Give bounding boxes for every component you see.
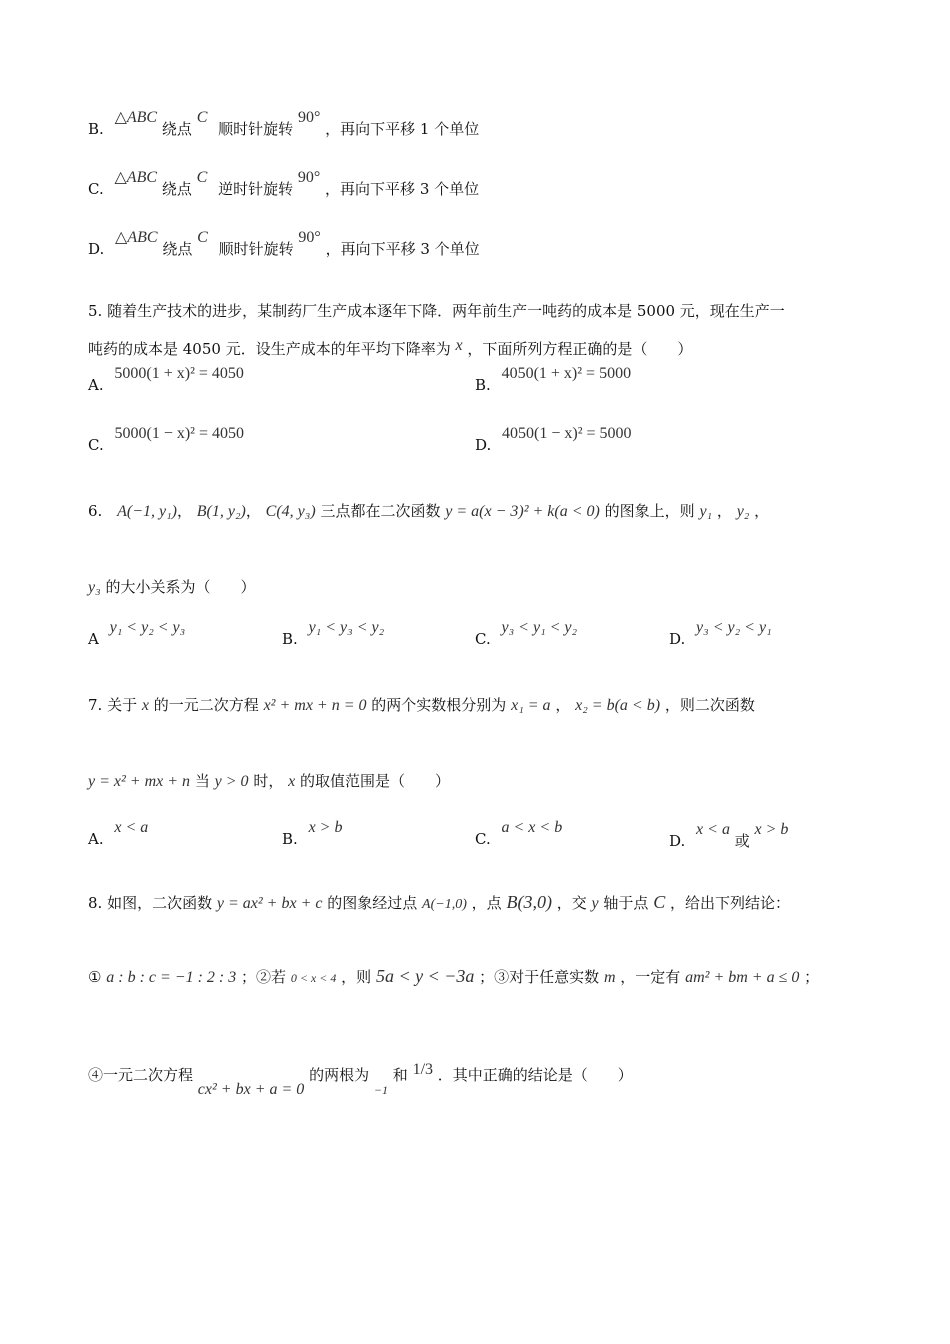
- condition: y > 0: [214, 773, 249, 790]
- q8-conclusions-line: [88, 966, 819, 987]
- point-c: C: [196, 169, 208, 186]
- option-label: D.: [88, 240, 105, 258]
- q6-option-b[interactable]: [282, 619, 385, 649]
- fraction-one-third: 1/3: [412, 1061, 434, 1078]
- q5-stem-line1: [88, 300, 785, 321]
- equation: 5000(1 − x)² = 4050: [114, 425, 244, 442]
- point-c: C(4, y₃): [265, 503, 316, 520]
- var-y1: y₁: [699, 503, 713, 520]
- q7-option-b[interactable]: [282, 819, 343, 849]
- option-label: A.: [88, 830, 104, 848]
- root-1: x₁ = a: [511, 697, 551, 714]
- var-y2: y₂: [736, 503, 750, 520]
- q6-option-c[interactable]: [475, 619, 578, 649]
- text: 的两个实数根分别为: [371, 696, 507, 714]
- q7-option-d[interactable]: [669, 821, 789, 851]
- function: y = a(x − 3)² + k(a < 0): [445, 503, 600, 520]
- option-label: B.: [475, 376, 491, 394]
- point-b: B(1, y₂): [196, 503, 246, 520]
- text: 当: [194, 772, 210, 790]
- text: 绕点: [161, 120, 192, 138]
- option-label: D.: [669, 630, 686, 648]
- text: 绕点: [162, 240, 193, 258]
- option-label: C.: [475, 630, 491, 648]
- circled-1: ①: [88, 968, 102, 986]
- range: 0 < x < 4: [290, 971, 337, 985]
- text: 绕点: [161, 180, 192, 198]
- q5-option-c[interactable]: [88, 425, 244, 455]
- triangle-label: △ABC: [114, 109, 158, 126]
- q6-stem-line2: [88, 576, 255, 597]
- q5-option-b[interactable]: [475, 365, 632, 395]
- var-x: x: [455, 337, 463, 354]
- angle: 90°: [297, 109, 321, 126]
- q5-option-a[interactable]: [88, 365, 244, 395]
- q8-conclusion-4-line: [88, 1050, 633, 1100]
- triangle-label: △ABC: [114, 169, 158, 186]
- text: 的图象上，则: [604, 502, 695, 520]
- option-label: D.: [669, 832, 686, 850]
- text: 轴于点: [603, 894, 649, 912]
- point-c: C: [653, 892, 666, 912]
- point-a: A(−1, y₁): [117, 503, 177, 520]
- text: 顺时针旋转: [218, 120, 294, 138]
- text: 时，: [253, 772, 284, 790]
- q4-option-b[interactable]: [88, 109, 480, 139]
- inequality: y₃ < y₂ < y₁: [696, 619, 772, 636]
- text: 顺时针旋转: [218, 240, 294, 258]
- text: 的大小关系为（ ）: [105, 578, 256, 596]
- option-label: C.: [88, 180, 104, 198]
- option-label: B.: [282, 830, 298, 848]
- root-neg1: −1: [373, 1083, 388, 1097]
- point-a: A(−1,0): [422, 897, 467, 912]
- equation: 5000(1 + x)² = 4050: [114, 365, 244, 382]
- inequality: x > b: [754, 821, 789, 838]
- option-label: A: [88, 630, 99, 648]
- equation: 4050(1 + x)² = 5000: [501, 365, 632, 382]
- point-b: B(3,0): [506, 892, 552, 912]
- inequality: y₃ < y₁ < y₂: [501, 619, 578, 636]
- text: ，交: [556, 894, 587, 912]
- text: ，点: [471, 894, 502, 912]
- text: 8. 如图，二次函数: [88, 894, 213, 912]
- text: 吨药的成本是 4050 元．设生产成本的年平均下降率为: [88, 340, 451, 358]
- inequality: y₁ < y₂ < y₃: [109, 619, 186, 636]
- var-x: x: [141, 697, 149, 714]
- angle: 90°: [297, 169, 321, 186]
- q5-option-d[interactable]: [475, 425, 632, 455]
- point-c: C: [196, 109, 208, 126]
- text: ．其中正确的结论是（ ）: [437, 1066, 633, 1084]
- q4-option-c[interactable]: [88, 169, 480, 199]
- var-y3: y₃: [88, 579, 101, 596]
- angle: 90°: [298, 229, 321, 246]
- ratio: a : b : c = −1 : 2 : 3: [106, 969, 237, 986]
- option-label: C.: [88, 436, 104, 454]
- text: 的取值范围是（ ）: [300, 772, 451, 790]
- q8-stem-line1: [88, 892, 790, 913]
- text: ，一定有: [620, 968, 681, 986]
- text: ，给出下列结论：: [670, 894, 791, 912]
- var-y: y: [591, 895, 599, 912]
- separator: ，: [716, 502, 732, 520]
- q6-stem-line1: 6. A(−1, y₁)， B(1, y₂)， C(4, y₃) 三点都在二次函数 y = a(x − 3)² + k(a < 0) 的图象上，则 y₁ ， y₂ ，: [88, 502, 770, 520]
- text: 和: [392, 1066, 408, 1084]
- text: ；③对于任意实数: [479, 968, 600, 986]
- inequality: x < a: [696, 821, 730, 838]
- inequality: a < x < b: [501, 819, 563, 836]
- var-m: m: [603, 969, 616, 986]
- inequality: x > b: [308, 819, 343, 836]
- inequality: am² + bm + a ≤ 0: [685, 969, 800, 986]
- text: ；②若: [241, 968, 287, 986]
- text: 的一元二次方程: [153, 696, 259, 714]
- equation: x² + mx + n = 0: [263, 697, 367, 714]
- text: ，再向下平移 1 个单位: [325, 120, 480, 138]
- or-text: 或: [734, 832, 750, 850]
- q4-option-d[interactable]: [88, 229, 480, 259]
- var-x: x: [288, 773, 296, 790]
- equation: cx² + bx + a = 0: [197, 1081, 305, 1098]
- q5-stem-line2: [88, 338, 692, 359]
- separator: ，: [754, 502, 770, 520]
- text: 7. 关于: [88, 696, 138, 714]
- inequality: y₁ < y₃ < y₂: [308, 619, 385, 636]
- text: 的两根为: [309, 1066, 370, 1084]
- text: ，再向下平移 3 个单位: [325, 180, 480, 198]
- text: ，则二次函数: [664, 696, 755, 714]
- option-label: C.: [475, 830, 491, 848]
- function: y = ax² + bx + c: [216, 895, 323, 912]
- option-label: B.: [282, 630, 298, 648]
- text: 的图象经过点: [327, 894, 418, 912]
- text: ④一元二次方程: [88, 1066, 194, 1084]
- separator: ，: [555, 696, 571, 714]
- option-label: A.: [88, 376, 104, 394]
- text: 5. 随着生产技术的进步，某制药厂生产成本逐年下降．两年前生产一吨药的成本是 5000 元，现在生产一: [88, 302, 785, 320]
- equation: 4050(1 − x)² = 5000: [502, 425, 632, 442]
- q7-stem-line1: [88, 694, 755, 715]
- q7-option-c[interactable]: [475, 819, 563, 849]
- point-c: C: [197, 229, 208, 246]
- option-label: D.: [475, 436, 492, 454]
- question-number: 6.: [88, 502, 103, 520]
- inequality: 5a < y < −3a: [375, 966, 475, 986]
- q7-stem-line2: [88, 770, 450, 791]
- root-2: x₂ = b(a < b): [575, 697, 661, 714]
- text: ，则: [341, 968, 372, 986]
- triangle-label: △ABC: [115, 229, 158, 246]
- option-label: B.: [88, 120, 104, 138]
- q6-option-a[interactable]: [88, 619, 186, 649]
- text: 三点都在二次函数: [320, 502, 441, 520]
- q6-option-d[interactable]: [669, 619, 772, 649]
- text: ，下面所列方程正确的是（ ）: [467, 340, 693, 358]
- text: 逆时针旋转: [218, 180, 294, 198]
- function: y = x² + mx + n: [88, 773, 191, 790]
- text: ；: [804, 968, 820, 986]
- inequality: x < a: [114, 819, 149, 836]
- q7-option-a[interactable]: [88, 819, 149, 849]
- text: ，再向下平移 3 个单位: [325, 240, 480, 258]
